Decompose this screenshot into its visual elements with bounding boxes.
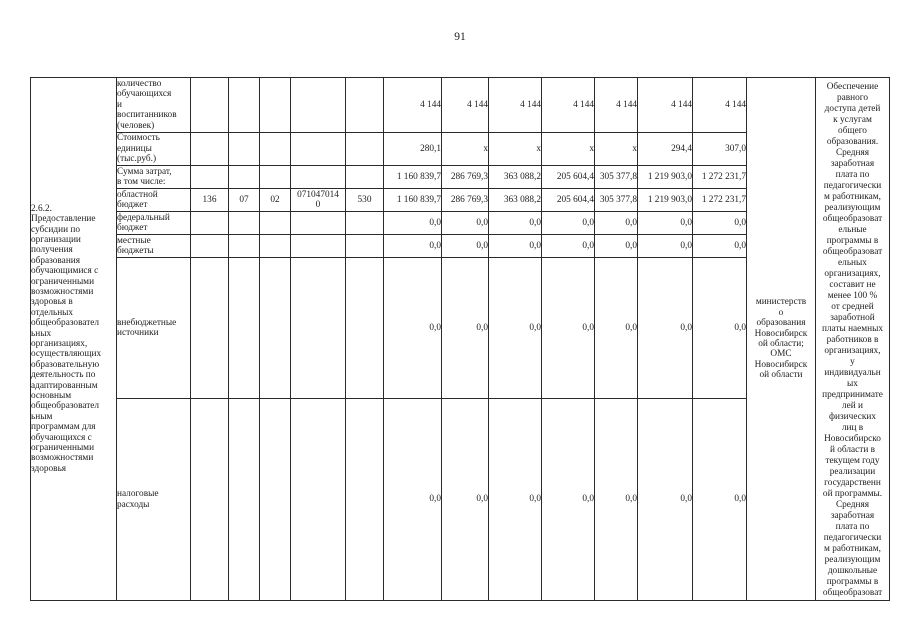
indicator-label: налоговые расходы bbox=[117, 399, 191, 601]
code-cell: 07 bbox=[229, 189, 260, 212]
value-cell: 1 272 231,7 bbox=[693, 166, 747, 189]
value-cell: 286 769,3 bbox=[442, 189, 489, 212]
value-cell: 363 088,2 bbox=[489, 189, 542, 212]
empty-cell bbox=[346, 133, 384, 166]
empty-cell bbox=[191, 235, 229, 258]
value-cell: х bbox=[442, 133, 489, 166]
expected-result-text: Обеспечение равного доступа детей к услугам общего образования. Средняя заработная плата по педагогически м работникам, реализующим общеобразоват ельные программы в общеобразоват ельных организациях, составит не менее 100 % от средней заработной платы наемных работников в организациях, у индивидуальн ых предпринимате лей и физических лиц в Новосибирско й области в текущем году реализации государственн ой программы. Средняя заработная плата по педагогически м работникам, реализующим дошкольные программы в общеобразоват bbox=[821, 81, 884, 598]
empty-cell bbox=[291, 166, 346, 189]
empty-cell bbox=[191, 78, 229, 133]
value-cell: 0,0 bbox=[693, 258, 747, 399]
value-cell: 0,0 bbox=[442, 235, 489, 258]
empty-cell bbox=[346, 78, 384, 133]
value-cell: 205 604,4 bbox=[542, 166, 595, 189]
value-cell: 1 219 903,0 bbox=[638, 189, 693, 212]
empty-cell bbox=[191, 399, 229, 601]
value-cell: 0,0 bbox=[384, 235, 442, 258]
value-cell: 0,0 bbox=[489, 258, 542, 399]
value-cell: 1 160 839,7 bbox=[384, 189, 442, 212]
empty-cell bbox=[191, 212, 229, 235]
empty-cell bbox=[291, 78, 346, 133]
value-cell: 0,0 bbox=[442, 258, 489, 399]
empty-cell bbox=[291, 212, 346, 235]
value-cell: 0,0 bbox=[384, 212, 442, 235]
empty-cell bbox=[291, 235, 346, 258]
empty-cell bbox=[260, 258, 291, 399]
indicator-label: Сумма затрат, в том числе: bbox=[117, 166, 191, 189]
expected-result-cell bbox=[816, 78, 890, 601]
empty-cell bbox=[346, 166, 384, 189]
value-cell: 0,0 bbox=[442, 399, 489, 601]
value-cell: 0,0 bbox=[638, 235, 693, 258]
value-cell: 4 144 bbox=[442, 78, 489, 133]
value-cell: 280,1 bbox=[384, 133, 442, 166]
value-cell: х bbox=[489, 133, 542, 166]
empty-cell bbox=[260, 235, 291, 258]
value-cell: 205 604,4 bbox=[542, 189, 595, 212]
empty-cell bbox=[346, 399, 384, 601]
empty-cell bbox=[346, 258, 384, 399]
value-cell: 4 144 bbox=[384, 78, 442, 133]
empty-cell bbox=[260, 78, 291, 133]
code-cell: 530 bbox=[346, 189, 384, 212]
empty-cell bbox=[260, 399, 291, 601]
indicator-label: федеральный бюджет bbox=[117, 212, 191, 235]
value-cell: 305 377,8 bbox=[595, 189, 638, 212]
value-cell: 4 144 bbox=[638, 78, 693, 133]
empty-cell bbox=[291, 399, 346, 601]
page-number: 91 bbox=[454, 31, 466, 43]
indicator-label: внебюджетные источники bbox=[117, 258, 191, 399]
value-cell: 0,0 bbox=[693, 399, 747, 601]
program-item-cell: 2.6.2. Предоставление субсидии по организации получения образования обучающимися с ограниченными возможностями здоровья в отдельных общеобразовател ьных организациях, осуществляющих образовательную деятельность по адаптированным основным общеобразовател ьным программам для обучающихся с ограниченными возможностями здоровья bbox=[31, 78, 117, 601]
value-cell: 1 160 839,7 bbox=[384, 166, 442, 189]
empty-cell bbox=[191, 258, 229, 399]
value-cell: 0,0 bbox=[489, 235, 542, 258]
empty-cell bbox=[346, 212, 384, 235]
value-cell: 294,4 bbox=[638, 133, 693, 166]
value-cell: 0,0 bbox=[693, 235, 747, 258]
program-table bbox=[30, 77, 890, 601]
value-cell: 307,0 bbox=[693, 133, 747, 166]
value-cell: 1 272 231,7 bbox=[693, 189, 747, 212]
empty-cell bbox=[229, 399, 260, 601]
value-cell: 0,0 bbox=[542, 399, 595, 601]
code-cell: 136 bbox=[191, 189, 229, 212]
code-cell: 02 bbox=[260, 189, 291, 212]
responsible-cell: министерств о образования Новосибирск ой области; ОМС Новосибирск ой области bbox=[747, 78, 816, 601]
empty-cell bbox=[229, 78, 260, 133]
value-cell: 0,0 bbox=[595, 258, 638, 399]
empty-cell bbox=[229, 212, 260, 235]
table-row bbox=[31, 78, 890, 133]
value-cell: 4 144 bbox=[595, 78, 638, 133]
value-cell: 305 377,8 bbox=[595, 166, 638, 189]
value-cell: 0,0 bbox=[489, 212, 542, 235]
empty-cell bbox=[260, 166, 291, 189]
value-cell: 4 144 bbox=[542, 78, 595, 133]
empty-cell bbox=[229, 258, 260, 399]
indicator-label: Стоимость единицы (тыс.руб.) bbox=[117, 133, 191, 166]
value-cell: 4 144 bbox=[489, 78, 542, 133]
value-cell: 0,0 bbox=[595, 235, 638, 258]
value-cell: 4 144 bbox=[693, 78, 747, 133]
value-cell: 0,0 bbox=[693, 212, 747, 235]
value-cell: х bbox=[542, 133, 595, 166]
value-cell: 0,0 bbox=[542, 212, 595, 235]
empty-cell bbox=[291, 258, 346, 399]
value-cell: 1 219 903,0 bbox=[638, 166, 693, 189]
value-cell: х bbox=[595, 133, 638, 166]
value-cell: 0,0 bbox=[638, 258, 693, 399]
value-cell: 0,0 bbox=[638, 399, 693, 601]
indicator-label: областной бюджет bbox=[117, 189, 191, 212]
empty-cell bbox=[229, 133, 260, 166]
value-cell: 286 769,3 bbox=[442, 166, 489, 189]
value-cell: 0,0 bbox=[442, 212, 489, 235]
indicator-label: количество обучающихся и воспитанников (человек) bbox=[117, 78, 191, 133]
value-cell: 363 088,2 bbox=[489, 166, 542, 189]
value-cell: 0,0 bbox=[595, 399, 638, 601]
value-cell: 0,0 bbox=[489, 399, 542, 601]
empty-cell bbox=[191, 166, 229, 189]
empty-cell bbox=[260, 212, 291, 235]
empty-cell bbox=[229, 235, 260, 258]
value-cell: 0,0 bbox=[384, 258, 442, 399]
empty-cell bbox=[229, 166, 260, 189]
value-cell: 0,0 bbox=[384, 399, 442, 601]
value-cell: 0,0 bbox=[638, 212, 693, 235]
empty-cell bbox=[191, 133, 229, 166]
indicator-label: местные бюджеты bbox=[117, 235, 191, 258]
code-value: 0710470140 bbox=[297, 189, 339, 210]
code-cell bbox=[291, 189, 346, 212]
value-cell: 0,0 bbox=[542, 235, 595, 258]
empty-cell bbox=[291, 133, 346, 166]
empty-cell bbox=[346, 235, 384, 258]
empty-cell bbox=[260, 133, 291, 166]
value-cell: 0,0 bbox=[542, 258, 595, 399]
value-cell: 0,0 bbox=[595, 212, 638, 235]
